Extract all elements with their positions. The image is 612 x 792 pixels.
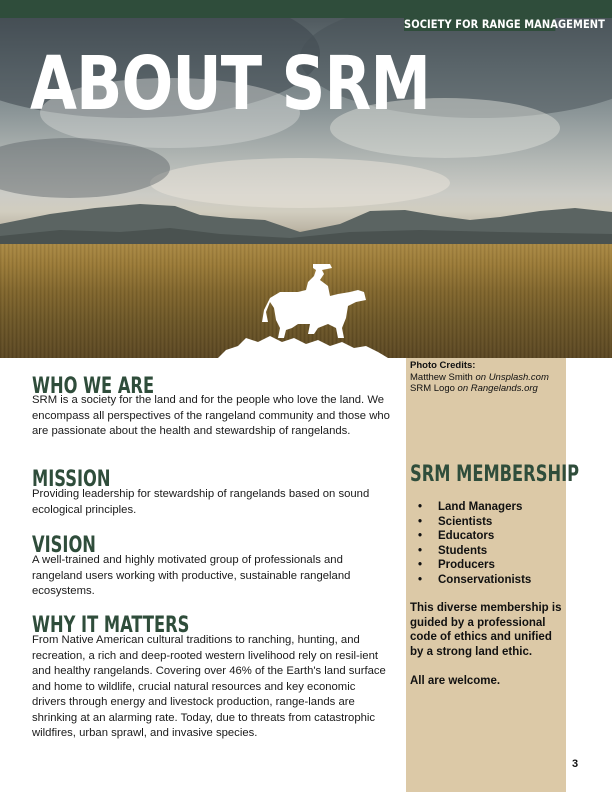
section-body-who-we-are: SRM is a society for the land and for the people who love the land. We encompass all perspectives of the rangeland community and those who are passionate about the health and stewardship of rangelands. xyxy=(32,394,390,437)
section-body-vision: A well-trained and highly motivated group of professionals and rangeland users working with productive, sustainable rangeland ecosystems. xyxy=(32,554,351,597)
membership-list xyxy=(410,500,531,587)
section-heading-who-we-are: WHO WE ARE xyxy=(32,374,155,399)
list-item: • Conservationists xyxy=(410,573,531,588)
list-item: • Producers xyxy=(410,558,531,573)
photo-credits xyxy=(410,360,564,395)
photo-credits-label: Photo Credits: xyxy=(410,360,476,371)
logo-credit-on: on xyxy=(457,383,469,394)
photo-credit-line xyxy=(410,372,564,384)
page-number: 3 xyxy=(572,758,579,770)
logo-credit-source: Rangelands.org xyxy=(470,383,538,394)
section-heading-vision: VISION xyxy=(32,533,96,558)
org-tag: SOCIETY FOR RANGE MANAGEMENT xyxy=(404,17,605,31)
photo-credit-source: Unsplash.com xyxy=(488,371,549,383)
page-title: ABOUT SRM xyxy=(30,41,431,127)
list-item: • Scientists xyxy=(410,515,531,530)
section-heading-mission: MISSION xyxy=(32,467,111,492)
list-item: • Educators xyxy=(410,529,531,544)
logo-credit-name: SRM Logo xyxy=(410,383,455,394)
list-item: • Land Managers xyxy=(410,500,531,515)
section-heading-why-it-matters: WHY IT MATTERS xyxy=(32,613,190,638)
membership-welcome: All are welcome. xyxy=(410,675,501,687)
list-item: • Students xyxy=(410,544,531,559)
photo-credit-on: on xyxy=(475,371,487,383)
horse-rider-logo xyxy=(218,258,388,358)
membership-paragraph: This diverse membership is guided by a professional code of ethics and unified by a strong land ethic. xyxy=(410,602,562,658)
section-body-why-it-matters: From Native American cultural traditions to ranching, hunting, and recreation, a rich and deep-rooted western livelihood rely on resil-ient and healthy rangelands. Covering over 46% of the Earth's land surface and home to wildlife, crucial natural resources and key economic drivers through energy and livestock production, range-lands are shrinking at an alarming rate. Today, due to threats from catastrophic wildfires, urban sprawl, and invasive species. xyxy=(32,634,386,739)
top-bar xyxy=(0,0,612,18)
section-body-mission: Providing leadership for stewardship of rangelands based on sound ecological principles. xyxy=(32,488,370,516)
membership-heading: SRM MEMBERSHIP xyxy=(410,462,580,487)
photo-credit-name: Matthew Smith xyxy=(410,371,473,383)
logo-credit-line xyxy=(410,383,564,395)
